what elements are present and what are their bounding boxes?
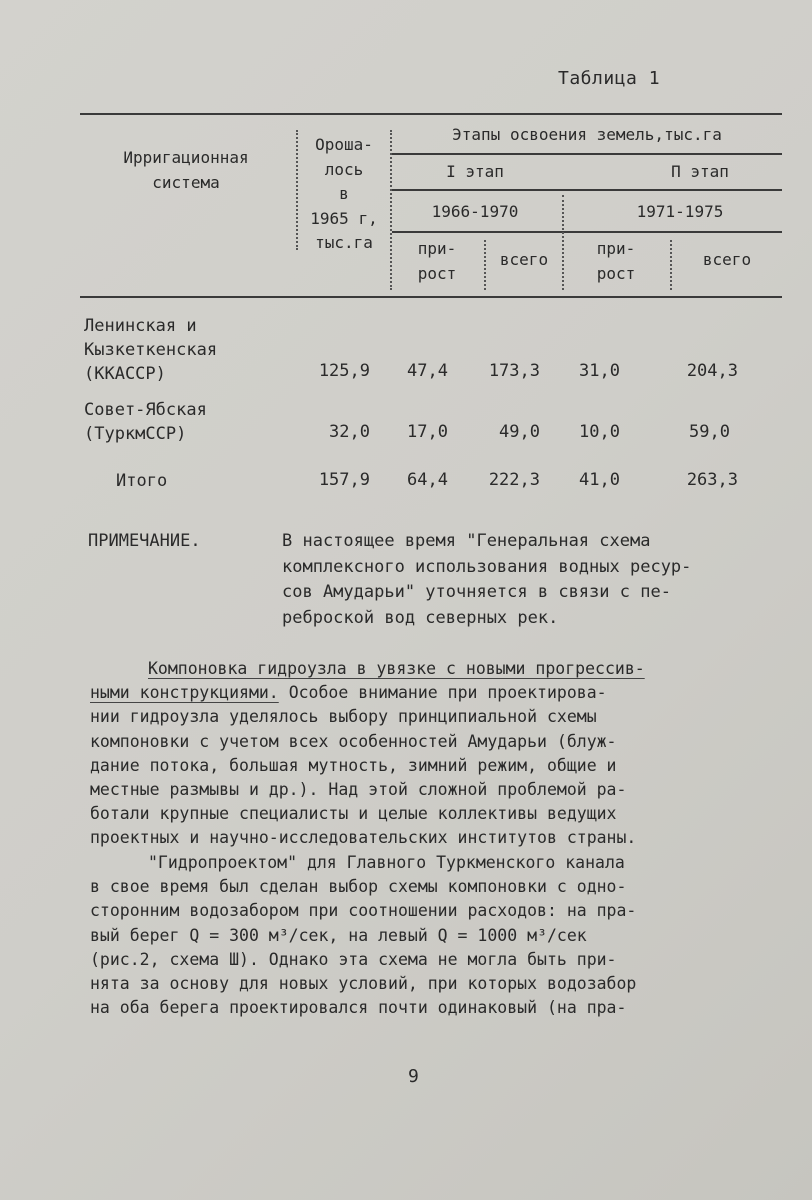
table-cell: 47,4 (407, 361, 448, 381)
paragraph-line: нята за основу для новых условий, при которых водозабор (90, 974, 637, 994)
stage-rule (392, 189, 782, 191)
paragraph-line: нии гидроузла уделялось выбору принципиальной схемы (90, 707, 597, 727)
paragraph-line: ными конструкциями. Особое внимание при проектирова- (90, 683, 607, 703)
table-cell: 157,9 (318, 470, 370, 490)
paragraph-layout (90, 657, 770, 851)
paragraph-heading: Компоновка гидроузла в увязке с новыми прогрессив- (148, 659, 645, 678)
table-caption: Таблица 1 (558, 68, 661, 89)
table-cell: 10,0 (579, 422, 620, 442)
paragraph-line: местные размывы и др.). Над этой сложной проблемой ра- (90, 780, 627, 800)
header-stage1: I этап (446, 162, 504, 181)
header-period1: 1966-1970 (431, 202, 519, 221)
paragraph-line: дание потока, большая мутность, зимний режим, общие и (90, 755, 617, 775)
table-cell: 222,3 (488, 470, 540, 490)
paragraph-line: проектных и научно-исследовательских институтов страны. (90, 828, 637, 848)
header-bottom-rule (80, 296, 782, 298)
table-cell: 41,0 (579, 470, 620, 490)
table-row-name: Совет-Ябская (ТуркмССР) (84, 400, 207, 444)
table-cell: 32,0 (329, 422, 370, 442)
paragraph-line: компоновки с учетом всех особенностей Амударьи (блуж- (90, 731, 617, 751)
header-irrigated: Ороша- лось в 1965 г, тыс.га (310, 135, 378, 252)
table-top-rule (80, 113, 782, 115)
header-stages-title: Этапы освоения земель,тыс.га (452, 125, 722, 144)
header-period2: 1971-1975 (636, 202, 724, 221)
paragraph-heading: ными конструкциями. (90, 683, 279, 703)
table-cell: 263,3 (686, 470, 738, 490)
paragraph-line: на оба берега проектировался почти одинаковый (на пра- (90, 998, 627, 1018)
table-cell: 31,0 (579, 361, 620, 381)
paragraph-line: вый берег Q = 300 м³/сек, на левый Q = 1000 м³/сек (90, 925, 587, 945)
paragraph-line: в свое время был сделан выбор схемы компоновки с одно- (90, 877, 627, 897)
header-total2: всего (702, 250, 752, 269)
page-number: 9 (408, 1066, 419, 1087)
table-row-name: Ленинская и Кызкеткенская (ККАССР) (84, 316, 218, 384)
header-stage2: П этап (671, 162, 729, 181)
paragraph-heading-line (90, 657, 770, 681)
paragraph-line: "Гидропроектом" для Главного Туркменского канала (148, 853, 625, 872)
table-cell: 125,9 (318, 361, 370, 381)
paragraph-line: (рис.2, схема Ш). Однако эта схема не могла быть при- (90, 949, 617, 969)
table-cell: 64,4 (407, 470, 448, 490)
period-rule (392, 231, 782, 233)
paragraph-line: сторонним водозабором при соотношении расходов: на пра- (90, 901, 637, 921)
header-growth2: при- рост (596, 239, 636, 283)
header-growth1: при- рост (417, 239, 457, 283)
paragraph-layout (90, 851, 770, 1020)
table-cell: 59,0 (689, 422, 730, 442)
paragraph-line: ботали крупные специалисты и целые коллективы ведущих (90, 804, 617, 824)
note-label: ПРИМЕЧАНИЕ. (88, 531, 201, 551)
table-cell: 49,0 (499, 422, 540, 442)
header-system: Ирригационная система (123, 148, 249, 192)
stages-rule (392, 153, 782, 155)
header-total1: всего (499, 250, 549, 269)
table-row-name: Итого (116, 471, 168, 491)
table-cell: 173,3 (488, 361, 540, 381)
table-cell: 204,3 (686, 361, 738, 381)
column-separator (296, 130, 298, 250)
note-text: В настоящее время "Генеральная схема комплексного использования водных ресур- сов Амударьи" уточняется в связи с пе- реброской вод северных рек. (282, 531, 692, 628)
table-cell: 17,0 (407, 422, 448, 442)
